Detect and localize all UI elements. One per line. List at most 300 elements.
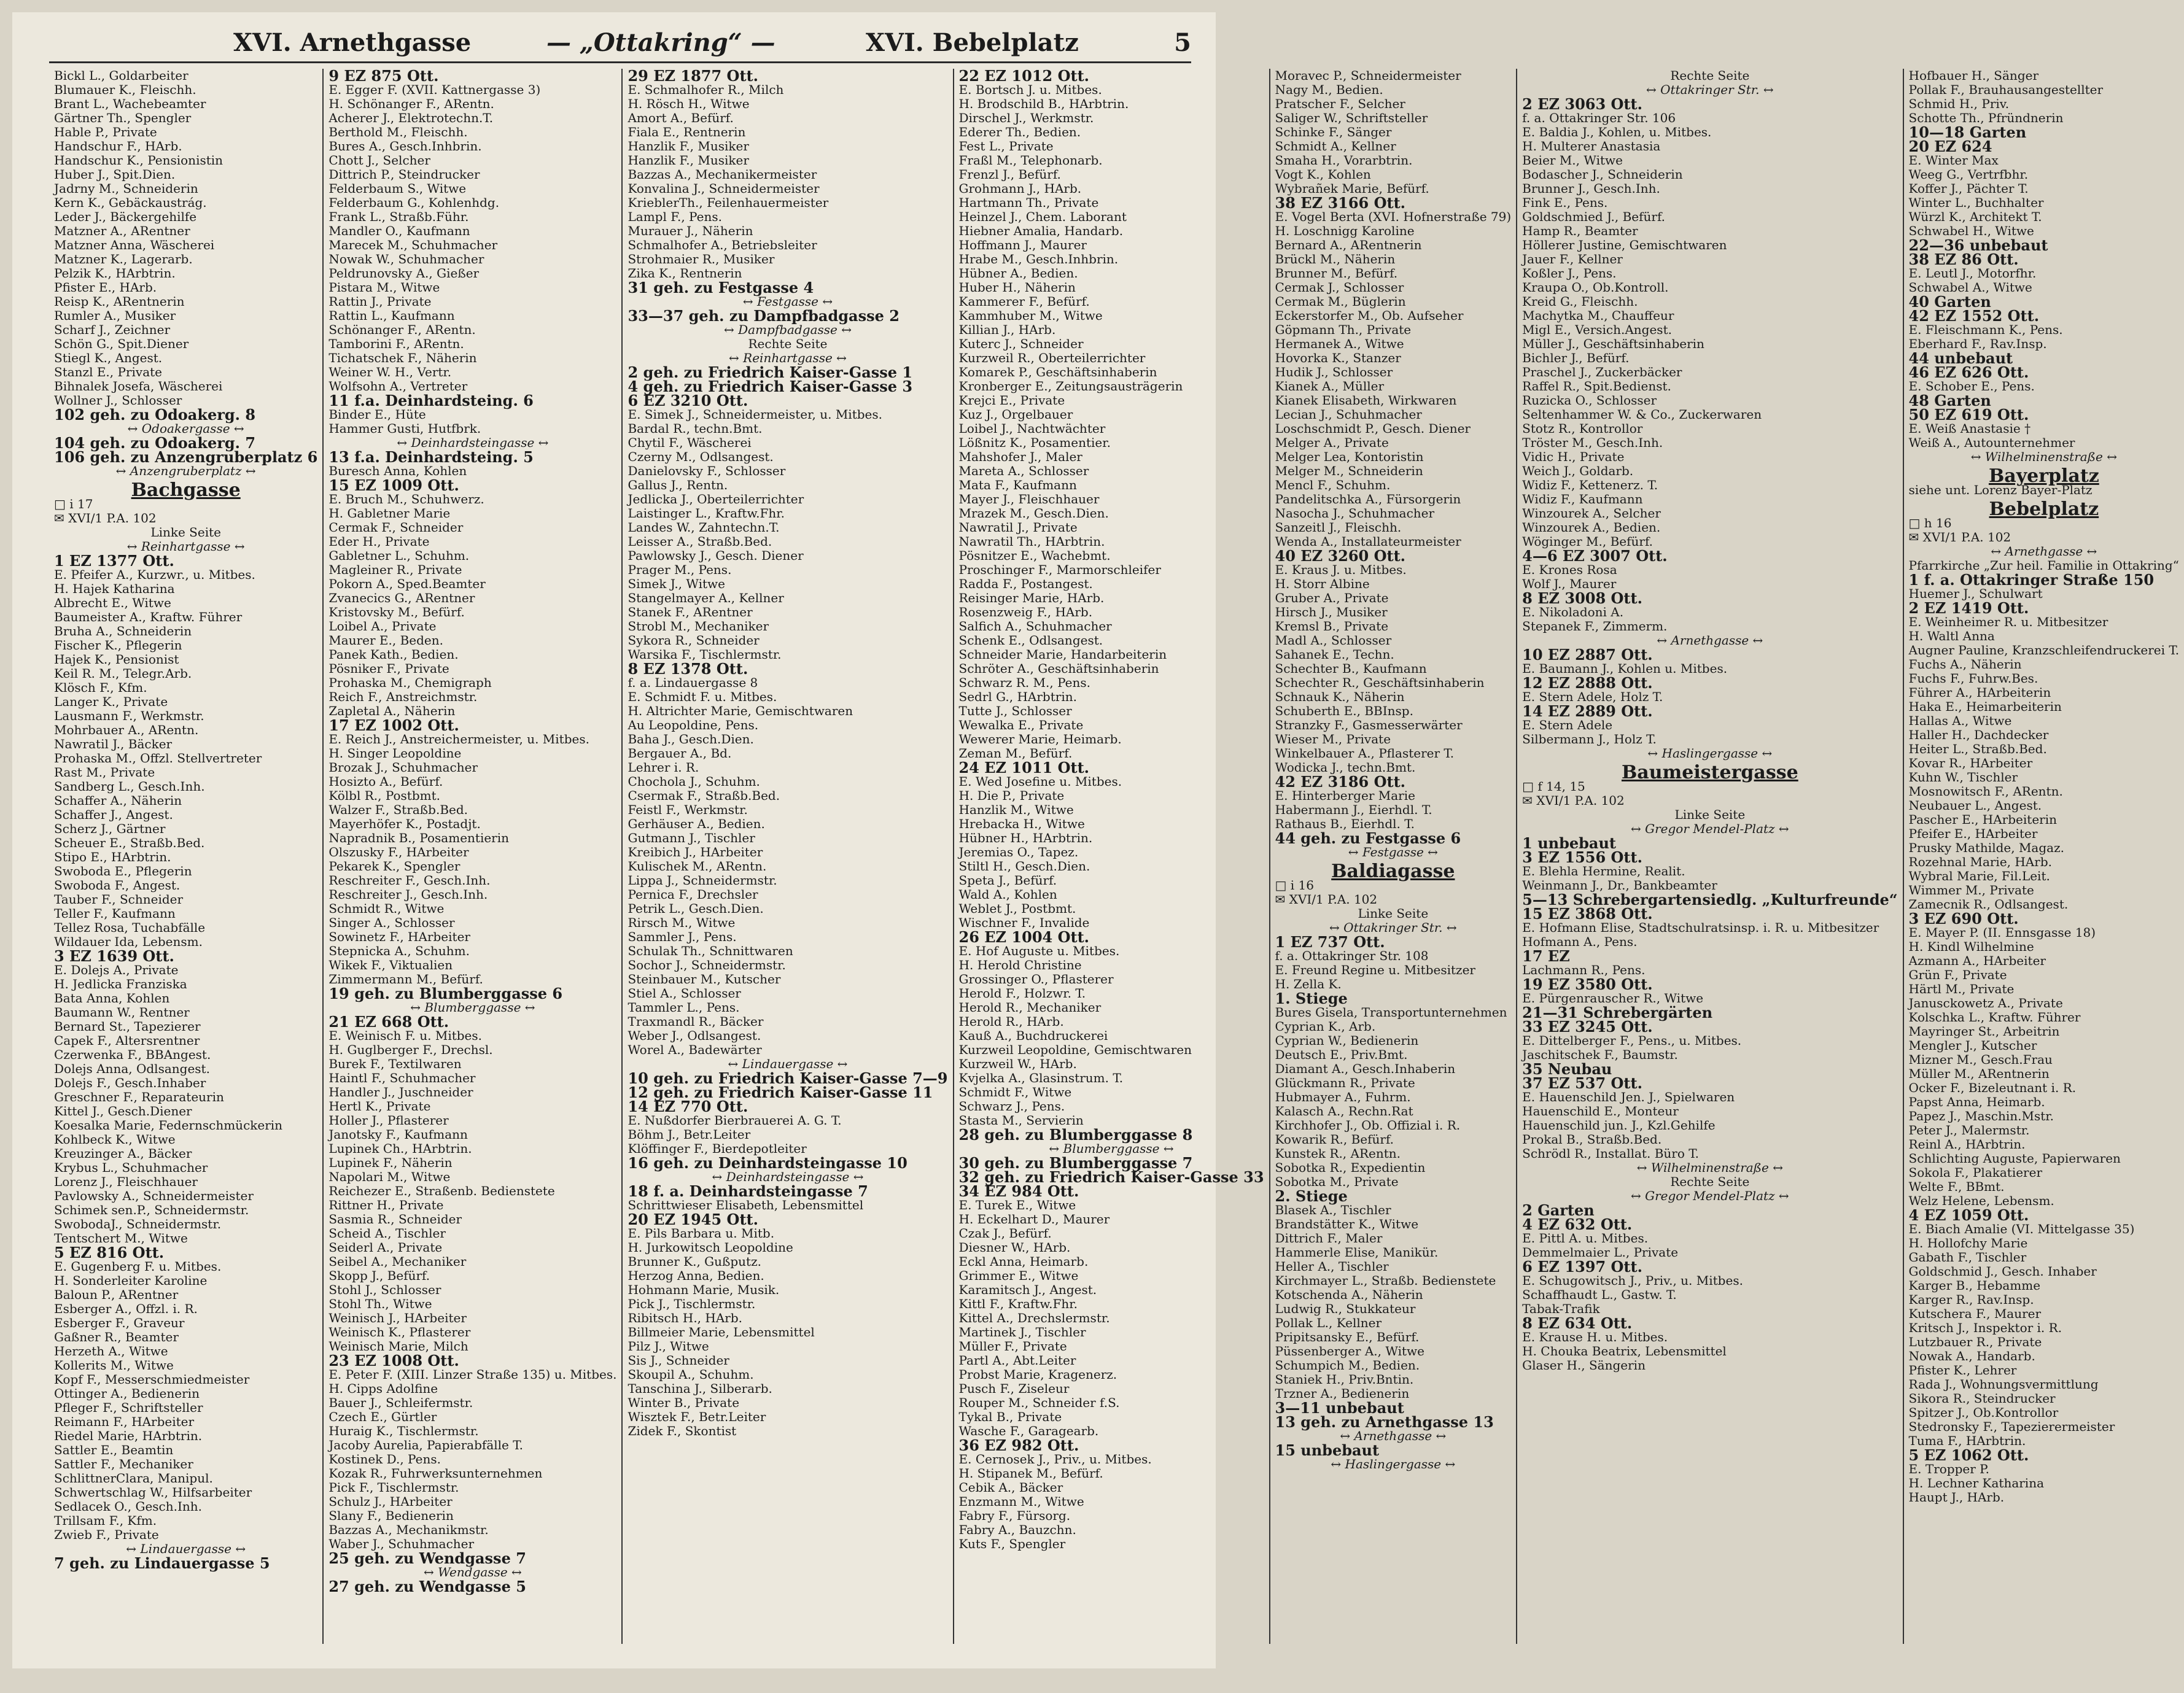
resident-entry: Pokorn A., Sped.Beamter bbox=[328, 576, 486, 591]
resident-entry: Hartmann Th., Private bbox=[958, 195, 1099, 210]
resident-entry: Pfarrkirche „Zur heil. Familie in Ottakring“ bbox=[1908, 558, 2179, 573]
side-heading: Linke Seite bbox=[1674, 807, 1746, 822]
resident-entry: Mizner M., Gesch.Frau bbox=[1908, 1052, 2053, 1067]
resident-entry: Mayringer St., Arbeitrin bbox=[1908, 1024, 2060, 1039]
resident-entry: Ederer Th., Bedien. bbox=[958, 125, 1081, 139]
resident-entry: ✉ XVI/1 P.A. 102 bbox=[1522, 793, 1625, 808]
resident-entry: Rumler A., Musiker bbox=[54, 308, 176, 323]
house-number-entry: 1 unbebaut bbox=[1522, 834, 1617, 852]
resident-entry: Mayerhöfer K., Postadjt. bbox=[328, 816, 481, 831]
resident-entry: Stasta M., Servierin bbox=[958, 1113, 1084, 1128]
resident-entry: Eberhard F., Rav.Insp. bbox=[1908, 336, 2047, 351]
resident-entry: Jauer F., Kellner bbox=[1522, 252, 1623, 266]
house-number-entry: 1 f. a. Ottakringer Straße 150 bbox=[1908, 571, 2155, 589]
resident-entry: Feistl F., Werkmstr. bbox=[628, 802, 748, 817]
resident-entry: Stranzky F., Gasmesserwärter bbox=[1275, 718, 1463, 732]
resident-entry: H. Stipanek M., Befürf. bbox=[958, 1466, 1103, 1481]
cross-street-marker: ↔ Ottakringer Str. ↔ bbox=[1329, 920, 1457, 935]
cross-street-marker: ↔ Odoakergasse ↔ bbox=[127, 421, 244, 436]
resident-entry: Pfister E., HArb. bbox=[54, 280, 157, 295]
resident-entry: Hovorka K., Stanzer bbox=[1275, 351, 1401, 365]
resident-entry: Mareta A., Schlosser bbox=[958, 463, 1089, 478]
resident-entry: Bickl L., Goldarbeiter bbox=[54, 68, 188, 83]
resident-entry: E. Hauenschild Jen. J., Spielwaren bbox=[1522, 1090, 1735, 1104]
resident-entry: Leder J., Bäckergehilfe bbox=[54, 209, 197, 224]
resident-entry: Weiner W. H., Vertr. bbox=[328, 365, 452, 379]
house-number-entry: 8 EZ 3008 Ott. bbox=[1522, 589, 1642, 607]
resident-entry: Mencl F., Schuhm. bbox=[1275, 478, 1391, 492]
cross-street-marker: ↔ Arnethgasse ↔ bbox=[1991, 544, 2097, 559]
resident-entry: E. Reich J., Anstreichermeister, u. Mitbes. bbox=[328, 732, 589, 746]
resident-entry: Mrazek M., Gesch.Dien. bbox=[958, 506, 1109, 521]
resident-entry: Augner Pauline, Kranzschleifendruckerei T. bbox=[1908, 643, 2180, 657]
resident-entry: Felderbaum S., Witwe bbox=[328, 181, 467, 196]
resident-entry: Schnauk K., Näherin bbox=[1275, 689, 1405, 704]
resident-entry: Pawlowsky J., Gesch. Diener bbox=[628, 548, 804, 563]
resident-entry: Hallas A., Witwe bbox=[1908, 713, 2012, 728]
resident-entry: Kolschka L., Kraftw. Führer bbox=[1908, 1010, 2081, 1025]
resident-entry: Härtl M., Private bbox=[1908, 982, 2015, 996]
house-number-entry: 6 EZ 1397 Ott. bbox=[1522, 1258, 1642, 1276]
house-number-entry: 10 EZ 2887 Ott. bbox=[1522, 646, 1653, 664]
resident-entry: Mayer J., Fleischhauer bbox=[958, 492, 1100, 506]
cross-street-marker: ↔ Wendgasse ↔ bbox=[424, 1565, 522, 1579]
resident-entry: E. Cernosek J., Priv., u. Mitbes. bbox=[958, 1452, 1152, 1466]
resident-entry: Eckl Anna, Heimarb. bbox=[958, 1254, 1089, 1269]
house-number-entry: 23 EZ 1008 Ott. bbox=[328, 1352, 459, 1370]
house-number-entry: 16 geh. zu Deinhardsteingasse 10 bbox=[628, 1154, 907, 1172]
resident-entry: Seltenhammer W. & Co., Zuckerwaren bbox=[1522, 407, 1762, 422]
resident-entry: Kreid G., Fleischh. bbox=[1522, 294, 1638, 309]
house-number-entry: 15 EZ 3868 Ott. bbox=[1522, 905, 1653, 923]
resident-entry: E. Peter F. (XIII. Linzer Straße 135) u. Mitbes. bbox=[328, 1367, 617, 1382]
resident-entry: Müller J., Geschäftsinhaberin bbox=[1522, 336, 1704, 351]
resident-entry: Walzer F., Straßb.Bed. bbox=[328, 802, 468, 817]
resident-entry: Bazzas A., Mechanikermeister bbox=[628, 167, 817, 182]
resident-entry: Rittner H., Private bbox=[328, 1198, 444, 1212]
page-header bbox=[49, 25, 1191, 63]
resident-entry: Martinek J., Tischler bbox=[958, 1325, 1086, 1339]
resident-entry: Wald A., Kohlen bbox=[958, 887, 1057, 902]
resident-entry: Trzner A., Bedienerin bbox=[1275, 1386, 1410, 1401]
resident-entry: Sedlacek O., Gesch.Inh. bbox=[54, 1499, 203, 1514]
resident-entry: Herold R., Mechaniker bbox=[958, 1000, 1102, 1015]
resident-entry: Sammler J., Pens. bbox=[628, 929, 737, 944]
house-number-entry: 36 EZ 982 Ott. bbox=[958, 1436, 1079, 1454]
resident-entry: Schwertschlag W., Hilfsarbeiter bbox=[54, 1485, 252, 1500]
resident-entry: E. Stern Adele, Holz T. bbox=[1522, 689, 1663, 704]
resident-entry: Chochola J., Schuhm. bbox=[628, 774, 760, 789]
resident-entry: Weich J., Goldarb. bbox=[1522, 463, 1634, 478]
house-number-entry: 104 geh. zu Odoakerg. 7 bbox=[54, 434, 256, 452]
cross-street-marker: ↔ Deinhardsteingasse ↔ bbox=[397, 435, 549, 450]
resident-entry: Gaßner R., Beamter bbox=[54, 1330, 179, 1344]
resident-entry: Wewalka E., Private bbox=[958, 718, 1084, 732]
resident-entry: Janusckowetz A., Private bbox=[1908, 996, 2063, 1010]
resident-entry: Hable P., Private bbox=[54, 125, 157, 139]
resident-entry: ✉ XVI/1 P.A. 102 bbox=[1908, 530, 2011, 544]
resident-entry: Würzl K., Architekt T. bbox=[1908, 209, 2042, 224]
house-number-entry: 17 EZ 1002 Ott. bbox=[328, 716, 459, 734]
resident-entry: Keil R. M., Telegr.Arb. bbox=[54, 666, 192, 681]
resident-entry: Nawratil J., Bäcker bbox=[54, 737, 173, 751]
resident-entry: Peldrunovsky A., Gießer bbox=[328, 266, 480, 281]
cross-street-marker: ↔ Wilhelminenstraße ↔ bbox=[1970, 449, 2117, 464]
resident-entry: Kutschera F., Maurer bbox=[1908, 1306, 2042, 1321]
resident-entry: Tellez Rosa, Tuchabfälle bbox=[54, 920, 206, 935]
resident-entry: Schmidt R., Witwe bbox=[328, 901, 445, 916]
house-number-entry: 37 EZ 537 Ott. bbox=[1522, 1074, 1642, 1092]
resident-entry: Kittl F., Kraftw.Fhr. bbox=[958, 1296, 1078, 1311]
resident-entry: E. Simek J., Schneidermeister, u. Mitbes. bbox=[628, 407, 882, 422]
resident-entry: Winzourek A., Bedien. bbox=[1522, 520, 1661, 535]
resident-entry: Bernard A., ARentnerin bbox=[1275, 238, 1422, 252]
house-number-entry: 17 EZ bbox=[1522, 947, 1570, 965]
resident-entry: Skoupil A., Schuhm. bbox=[628, 1367, 754, 1382]
resident-entry: Kohlbeck K., Witwe bbox=[54, 1132, 176, 1147]
resident-entry: Slany F., Bedienerin bbox=[328, 1508, 454, 1523]
resident-entry: Murauer J., Näherin bbox=[628, 223, 753, 238]
cross-street-marker: ↔ Arnethgasse ↔ bbox=[1340, 1428, 1447, 1443]
column-6 bbox=[1516, 69, 1902, 1644]
cross-street-marker: ↔ Ottakringer Str. ↔ bbox=[1646, 82, 1774, 97]
house-number-entry: 42 EZ 1552 Ott. bbox=[1908, 307, 2040, 325]
resident-entry: Hirsch J., Musiker bbox=[1275, 605, 1388, 619]
resident-entry: Lößnitz K., Posamentier. bbox=[958, 435, 1111, 450]
resident-entry: Pandelitschka A., Fürsorgerin bbox=[1275, 492, 1461, 506]
resident-entry: Leisser A., Straßb.Bed. bbox=[628, 534, 772, 549]
resident-entry: Pistara M., Witwe bbox=[328, 280, 440, 295]
resident-entry: Czech E., Gürtler bbox=[328, 1409, 437, 1424]
resident-entry: E. Krause H. u. Mitbes. bbox=[1522, 1330, 1668, 1344]
cross-street-marker: ↔ Reinhartgasse ↔ bbox=[126, 539, 245, 554]
resident-entry: Speta J., Befürf. bbox=[958, 873, 1057, 888]
resident-entry: E. Bortsch J. u. Mitbes. bbox=[958, 82, 1102, 97]
resident-entry: Melger M., Schneiderin bbox=[1275, 463, 1423, 478]
resident-entry: Zidek F., Skontist bbox=[628, 1424, 737, 1438]
resident-entry: Koesalka Marie, Federnschmückerin bbox=[54, 1118, 283, 1133]
resident-entry: Schumpich M., Bedien. bbox=[1275, 1358, 1420, 1373]
resident-entry: Hrebacka H., Witwe bbox=[958, 816, 1085, 831]
resident-entry: Schotte Th., Pfründnerin bbox=[1908, 110, 2064, 125]
resident-entry: Petrik L., Gesch.Dien. bbox=[628, 901, 764, 916]
resident-entry: Zika K., Rentnerin bbox=[628, 266, 742, 281]
resident-entry: E. Weinheimer R. u. Mitbesitzer bbox=[1908, 614, 2108, 629]
resident-entry: Dolejs Anna, Odlsangest. bbox=[54, 1061, 210, 1076]
resident-entry: Weinisch K., Pflasterer bbox=[328, 1325, 471, 1339]
resident-entry: Wikek F., Viktualien bbox=[328, 958, 453, 972]
resident-entry: E. Leutl J., Motorfhr. bbox=[1908, 266, 2037, 281]
resident-entry: Binder E., Hüte bbox=[328, 407, 426, 422]
house-number-entry: 19 EZ 3580 Ott. bbox=[1522, 975, 1653, 993]
house-number-entry: 2 EZ 1419 Ott. bbox=[1908, 599, 2029, 617]
resident-entry: □ h 16 bbox=[1908, 516, 1952, 530]
resident-entry: Fiala E., Rentnerin bbox=[628, 125, 746, 139]
resident-entry: H. Herold Christine bbox=[958, 958, 1082, 972]
resident-entry: H. Jurkowitsch Leopoldine bbox=[628, 1240, 793, 1255]
resident-entry: Reschreiter F., Gesch.Inh. bbox=[328, 873, 491, 888]
resident-entry: Cermak M., Büglerin bbox=[1275, 294, 1406, 309]
resident-entry: Gruber A., Private bbox=[1275, 591, 1389, 605]
resident-entry: Schwarz J., Pens. bbox=[958, 1099, 1065, 1114]
resident-entry: Pratscher F., Selcher bbox=[1275, 96, 1405, 111]
resident-entry: H. Altrichter Marie, Gemischtwaren bbox=[628, 703, 853, 718]
resident-entry: Klöffinger F., Bierdepotleiter bbox=[628, 1141, 807, 1156]
resident-entry: E. Pittl A. u. Mitbes. bbox=[1522, 1231, 1649, 1246]
resident-entry: Radda F., Postangest. bbox=[958, 576, 1093, 591]
resident-entry: Schmidt F., Witwe bbox=[958, 1085, 1072, 1099]
resident-entry: E. Freund Regine u. Mitbesitzer bbox=[1275, 963, 1475, 977]
street-heading: Baldiagasse bbox=[1331, 861, 1455, 882]
resident-entry: Jeremias O., Tapez. bbox=[958, 845, 1079, 859]
resident-entry: Tichatschek F., Näherin bbox=[328, 351, 477, 365]
column-5 bbox=[1269, 69, 1517, 1644]
resident-entry: E. Pürgenrauscher R., Witwe bbox=[1522, 991, 1704, 1005]
resident-entry: Handler J., Juschneider bbox=[328, 1085, 473, 1099]
house-number-entry: 31 geh. zu Festgasse 4 bbox=[628, 279, 814, 296]
resident-entry: Loibel A., Private bbox=[328, 619, 437, 633]
resident-entry: Wollner J., Schlosser bbox=[54, 393, 182, 408]
resident-entry: E. Wed Josefine u. Mitbes. bbox=[958, 774, 1122, 789]
resident-entry: Zwieb F., Private bbox=[54, 1527, 159, 1542]
house-number-entry: 48 Garten bbox=[1908, 392, 1991, 409]
resident-entry: E. Dolejs A., Private bbox=[54, 963, 179, 977]
cross-street-marker: ↔ Blumberggasse ↔ bbox=[410, 1000, 535, 1015]
resident-entry: Kulischek M., ARentn. bbox=[628, 859, 767, 874]
resident-entry: Pick F., Tischlermstr. bbox=[328, 1480, 459, 1495]
resident-entry: Bazzas A., Mechanikmstr. bbox=[328, 1522, 489, 1537]
cross-street-marker: ↔ Haslingergasse ↔ bbox=[1647, 746, 1773, 761]
resident-entry: Hudik J., Schlosser bbox=[1275, 365, 1393, 379]
cross-street-marker: ↔ Dampfbadgasse ↔ bbox=[724, 322, 852, 337]
resident-entry: Krejci E., Private bbox=[958, 393, 1065, 408]
house-number-entry: 21 EZ 668 Ott. bbox=[328, 1013, 449, 1031]
resident-entry: Pernica F., Drechsler bbox=[628, 887, 758, 902]
resident-entry: Goldschmied J., Befürf. bbox=[1522, 209, 1666, 224]
resident-entry: Neubauer L., Angest. bbox=[1908, 798, 2042, 813]
resident-entry: Glaser H., Sängerin bbox=[1522, 1358, 1646, 1373]
resident-entry: H. Brodschild B., HArbtrin. bbox=[958, 96, 1129, 111]
resident-entry: Silbermann J., Holz T. bbox=[1522, 732, 1657, 746]
resident-entry: Kristovsky M., Befürf. bbox=[328, 605, 465, 619]
house-number-entry: 15 unbebaut bbox=[1275, 1441, 1380, 1459]
resident-entry: Karger B., Hebamme bbox=[1908, 1278, 2041, 1293]
resident-entry: Hiebner Amalia, Handarb. bbox=[958, 223, 1124, 238]
street-heading: Bachgasse bbox=[131, 479, 241, 501]
resident-entry: Strobl M., Mechaniker bbox=[628, 619, 769, 633]
resident-entry: Migl E., Versich.Angest. bbox=[1522, 322, 1672, 337]
resident-entry: Kvjelka A., Glasinstrum. T. bbox=[958, 1071, 1124, 1085]
resident-entry: Wasche F., Garagearb. bbox=[958, 1424, 1099, 1438]
resident-entry: H. Eckelhart D., Maurer bbox=[958, 1212, 1110, 1226]
resident-entry: Reichezer E., Straßenb. Bedienstete bbox=[328, 1184, 555, 1198]
resident-entry: Tabak-Trafik bbox=[1522, 1301, 1600, 1316]
resident-entry: Blasek A., Tischler bbox=[1275, 1203, 1391, 1217]
resident-entry: SwobodaJ., Schneidermstr. bbox=[54, 1217, 222, 1231]
resident-entry: H. Cipps Adolfine bbox=[328, 1381, 438, 1396]
resident-entry: Schimek sen.P., Schneidermstr. bbox=[54, 1203, 249, 1217]
resident-entry: Huraig K., Tischlermstr. bbox=[328, 1424, 479, 1438]
resident-entry: Sowinetz F., HArbeiter bbox=[328, 929, 470, 944]
resident-entry: Janotsky F., Kaufmann bbox=[328, 1127, 468, 1142]
resident-entry: Fink E., Pens. bbox=[1522, 195, 1608, 210]
resident-entry: f. a. Ottakringer Str. 106 bbox=[1522, 110, 1676, 125]
resident-entry: Brozak J., Schuhmacher bbox=[328, 760, 478, 775]
resident-entry: Rattin L., Kaufmann bbox=[328, 308, 455, 323]
resident-entry: Seiderl A., Private bbox=[328, 1240, 443, 1255]
resident-entry: Melger Lea, Kontoristin bbox=[1275, 449, 1424, 464]
resident-entry: Schaffhaudt L., Gastw. T. bbox=[1522, 1287, 1677, 1302]
cross-street-marker: ↔ Reinhartgasse ↔ bbox=[729, 351, 847, 365]
resident-entry: Reich F., Anstreichmstr. bbox=[328, 689, 478, 704]
resident-entry: Schaffer J., Angest. bbox=[54, 807, 173, 822]
resident-entry: Esberger A., Offzl. i. R. bbox=[54, 1301, 198, 1316]
resident-entry: Jedlicka J., Oberteilerrichter bbox=[628, 492, 804, 506]
resident-entry: Saliger W., Schriftsteller bbox=[1275, 110, 1428, 125]
house-number-entry: 10—18 Garten bbox=[1908, 123, 2027, 141]
street-heading: Baumeistergasse bbox=[1621, 762, 1798, 783]
resident-entry: Stanek F., ARentner bbox=[628, 605, 753, 619]
house-number-entry: 18 f. a. Deinhardsteingasse 7 bbox=[628, 1182, 868, 1200]
house-number-entry: 22—36 unbebaut bbox=[1908, 236, 2048, 254]
resident-entry: Hübner H., HArbtrin. bbox=[958, 831, 1093, 845]
resident-entry: Grün F., Private bbox=[1908, 967, 2007, 982]
directory-page bbox=[12, 12, 2180, 1668]
resident-entry: E. Weinisch F. u. Mitbes. bbox=[328, 1028, 483, 1043]
resident-entry: Sis J., Schneider bbox=[628, 1353, 729, 1368]
resident-entry: Scheid A., Tischler bbox=[328, 1226, 446, 1241]
house-number-entry: 22 EZ 1012 Ott. bbox=[958, 67, 1090, 85]
resident-entry: Zeman M., Befürf. bbox=[958, 746, 1073, 761]
house-number-entry: 30 geh. zu Blumberggasse 7 bbox=[958, 1154, 1193, 1172]
resident-entry: Czak J., Befürf. bbox=[958, 1226, 1052, 1241]
resident-entry: ✉ XVI/1 P.A. 102 bbox=[54, 511, 157, 525]
resident-entry: Stohl Th., Witwe bbox=[328, 1296, 432, 1311]
resident-entry: Kozak R., Fuhrwerksunternehmen bbox=[328, 1466, 543, 1481]
resident-entry: Rast M., Private bbox=[54, 765, 155, 780]
resident-entry: Müller F., Private bbox=[958, 1339, 1067, 1354]
resident-entry: Reisp K., ARentnerin bbox=[54, 294, 185, 309]
resident-entry: Hammerle Elise, Manikür. bbox=[1275, 1245, 1439, 1260]
side-heading: Linke Seite bbox=[1358, 906, 1429, 921]
resident-entry: Pollak F., Brauhausangestellter bbox=[1908, 82, 2104, 97]
house-number-entry: 2. Stiege bbox=[1275, 1187, 1348, 1205]
resident-entry: Stiltl H., Gesch.Dien. bbox=[958, 859, 1090, 874]
resident-entry: H. Rösch H., Witwe bbox=[628, 96, 750, 111]
resident-entry: Gabath F., Tischler bbox=[1908, 1250, 2027, 1265]
house-number-entry: 3 EZ 690 Ott. bbox=[1908, 910, 2019, 928]
resident-entry: Jaschitschek F., Baumstr. bbox=[1522, 1047, 1678, 1062]
resident-entry: Kronberger E., Zeitungsausträgerin bbox=[958, 379, 1183, 393]
resident-entry: Heller A., Tischler bbox=[1275, 1259, 1389, 1274]
house-number-entry: 5 EZ 1062 Ott. bbox=[1908, 1446, 2029, 1464]
resident-entry: Teller F., Kaufmann bbox=[54, 906, 176, 921]
resident-entry: E. Bruch M., Schuhwerz. bbox=[328, 492, 484, 506]
resident-entry: Stiegl K., Angest. bbox=[54, 351, 163, 365]
resident-entry: Stipo E., HArbtrin. bbox=[54, 850, 171, 864]
house-number-entry: 3—11 unbebaut bbox=[1275, 1399, 1404, 1417]
resident-entry: Haintl F., Schuhmacher bbox=[328, 1071, 476, 1085]
resident-entry: Nowak W., Schuhmacher bbox=[328, 252, 484, 266]
resident-entry: H. Kindl Wilhelmine bbox=[1908, 939, 2034, 954]
resident-entry: Nawratil Th., HArbtrin. bbox=[958, 534, 1105, 549]
resident-entry: Kittel J., Gesch.Diener bbox=[54, 1104, 192, 1118]
resident-entry: Czerwenka F., BBAngest. bbox=[54, 1047, 211, 1062]
column-2 bbox=[322, 69, 621, 1644]
resident-entry: Cermak J., Schlosser bbox=[1275, 280, 1404, 295]
resident-entry: Fuchs F., Fuhrw.Bes. bbox=[1908, 671, 2038, 686]
resident-entry: Weber J., Odlsangest. bbox=[628, 1028, 761, 1043]
resident-entry: Cebik A., Bäcker bbox=[958, 1480, 1063, 1495]
resident-entry: H. Chouka Beatrix, Lebensmittel bbox=[1522, 1344, 1727, 1358]
resident-entry: Schwabel A., Witwe bbox=[1908, 280, 2032, 295]
resident-entry: Sattler E., Beamtin bbox=[54, 1443, 174, 1457]
resident-entry: Holler J., Pflasterer bbox=[328, 1113, 449, 1128]
resident-entry: Weinmann J., Dr., Bankbeamter bbox=[1522, 878, 1717, 893]
resident-entry: Ottinger A., Bedienerin bbox=[54, 1386, 200, 1401]
resident-entry: E. Blehla Hermine, Realit. bbox=[1522, 864, 1685, 878]
resident-entry: Rirsch M., Witwe bbox=[628, 915, 736, 930]
house-number-entry: 50 EZ 619 Ott. bbox=[1908, 406, 2029, 424]
house-number-entry: 19 geh. zu Blumberggasse 6 bbox=[328, 985, 563, 1002]
resident-entry: Beier M., Witwe bbox=[1522, 153, 1623, 168]
resident-entry: Wewerer Marie, Heimarb. bbox=[958, 732, 1122, 746]
resident-entry: H. Lechner Katharina bbox=[1908, 1476, 2045, 1490]
resident-entry: Wildauer Ida, Lebensm. bbox=[54, 934, 203, 949]
resident-entry: Reisinger Marie, HArb. bbox=[958, 591, 1105, 605]
resident-entry: Sobotka R., Expedientin bbox=[1275, 1160, 1426, 1175]
cross-street-marker: ↔ Lindauergasse ↔ bbox=[126, 1541, 246, 1556]
resident-entry: Burek F., Textilwaren bbox=[328, 1056, 462, 1071]
resident-entry: Kuts F., Spengler bbox=[958, 1536, 1066, 1551]
resident-entry: Kammhuber M., Witwe bbox=[958, 308, 1103, 323]
resident-entry: Partl A., Abt.Leiter bbox=[958, 1353, 1076, 1368]
house-number-entry: 7 geh. zu Lindauergasse 5 bbox=[54, 1554, 270, 1572]
house-number-entry: 8 EZ 1378 Ott. bbox=[628, 660, 748, 678]
resident-entry: Pollak L., Kellner bbox=[1275, 1315, 1382, 1330]
resident-entry: E. Vogel Berta (XVI. Hofnerstraße 79) bbox=[1275, 209, 1512, 224]
cross-street-marker: ↔ Wilhelminenstraße ↔ bbox=[1636, 1160, 1783, 1175]
resident-entry: Singer A., Schlosser bbox=[328, 915, 455, 930]
resident-entry: E. Winter Max bbox=[1908, 153, 1999, 168]
resident-entry: Nowak A., Handarb. bbox=[1908, 1349, 2035, 1363]
resident-entry: E. Weiß Anastasie † bbox=[1908, 421, 2031, 436]
resident-entry: Mengler J., Kutscher bbox=[1908, 1038, 2037, 1053]
resident-entry: Schlichting Auguste, Papierwaren bbox=[1908, 1151, 2121, 1166]
resident-entry: Stepanek F., Zimmerm. bbox=[1522, 619, 1668, 633]
resident-entry: Mohrbauer A., ARentn. bbox=[54, 723, 199, 737]
resident-entry: Pripitsansky E., Befürf. bbox=[1275, 1330, 1420, 1344]
resident-entry: Magleiner R., Private bbox=[328, 562, 462, 577]
resident-entry: Smaha H., Vorarbtrin. bbox=[1275, 153, 1413, 168]
house-number-entry: 44 geh. zu Festgasse 6 bbox=[1275, 829, 1461, 847]
resident-entry: Heiter L., Straßb.Bed. bbox=[1908, 742, 2047, 756]
house-number-entry: 3 EZ 1639 Ott. bbox=[54, 947, 174, 965]
resident-entry: Loibel J., Nachtwächter bbox=[958, 421, 1106, 436]
resident-entry: E. Stern Adele bbox=[1522, 718, 1613, 732]
resident-entry: Reinl A., HArbtrin. bbox=[1908, 1137, 2026, 1152]
resident-entry: Glückmann R., Private bbox=[1275, 1075, 1415, 1090]
resident-entry: ✉ XVI/1 P.A. 102 bbox=[1275, 892, 1378, 907]
resident-entry: Bodascher J., Schneiderin bbox=[1522, 167, 1683, 182]
resident-entry: Hermanek A., Witwe bbox=[1275, 336, 1404, 351]
resident-entry: Skopp J., Befürf. bbox=[328, 1268, 430, 1283]
resident-entry: E. Hofmann Elise, Stadtschulratsinsp. i. R. u. Mitbesitzer bbox=[1522, 920, 1879, 935]
house-number-entry: 20 EZ 1945 Ott. bbox=[628, 1211, 758, 1228]
resident-entry: Esberger F., Graveur bbox=[54, 1315, 185, 1330]
house-number-entry: 29 EZ 1877 Ott. bbox=[628, 67, 758, 85]
resident-entry: Melger A., Private bbox=[1275, 435, 1389, 450]
